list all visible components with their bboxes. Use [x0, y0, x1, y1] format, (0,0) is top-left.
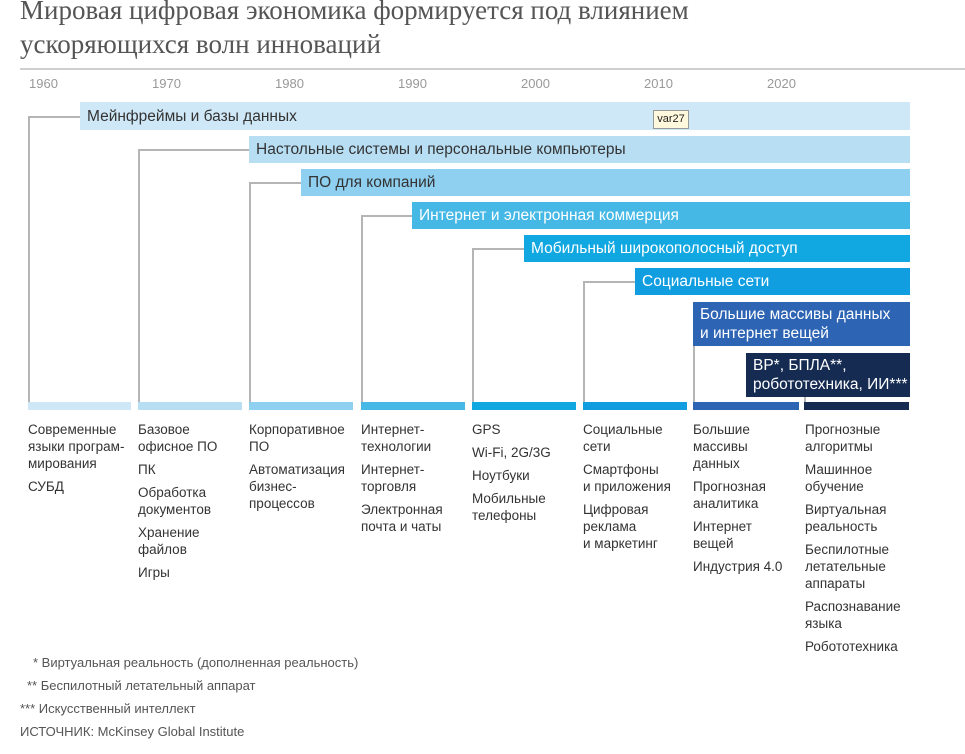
era-item: Виртуальная реальность — [805, 502, 887, 534]
era-item: Интернет- торговля — [361, 462, 425, 494]
connector-line — [249, 182, 304, 406]
timeline-segment — [138, 402, 242, 410]
era-item: Автоматизация бизнес- процессов — [249, 462, 345, 511]
connector-line — [28, 116, 83, 406]
connector-line — [138, 149, 252, 406]
era-item: Беспилотные летательные аппараты — [805, 542, 890, 591]
wave-band-vr-uav-robotics-ai: ВР*, БПЛА**, робототехника, ИИ*** — [746, 353, 910, 397]
timeline-segment — [472, 402, 576, 410]
timeline-segment — [361, 402, 465, 410]
wave-band-internet-ecommerce: Интернет и электронная коммерция — [412, 202, 910, 229]
era-item: Мобильные телефоны — [472, 491, 546, 523]
era-items-column — [583, 421, 671, 558]
era-item: Обработка документов — [138, 485, 211, 517]
wave-band-desktop-pc: Настольные системы и персональные компьютеры — [249, 136, 910, 163]
wave-band-mobile-broadband: Мобильный широкополосный доступ — [524, 235, 910, 262]
year-label: 2000 — [521, 76, 550, 91]
era-items-column — [805, 421, 901, 661]
footnote-vr: * Виртуальная реальность (дополненная реальность) — [33, 655, 359, 670]
timeline-segment — [693, 402, 799, 410]
era-item: GPS — [472, 422, 501, 437]
era-item: Прогнозные алгоритмы — [805, 422, 881, 454]
wave-band-big-data-iot: Большие массивы данных и интернет вещей — [693, 302, 910, 346]
wave-band-mainframes: Мейнфреймы и базы данных — [80, 102, 910, 130]
connector-line — [361, 215, 414, 406]
year-label: 1990 — [398, 76, 427, 91]
footnote-uav: ** Беспилотный летательный аппарат — [27, 678, 256, 693]
era-item: ПК — [138, 462, 156, 477]
header-divider — [20, 68, 965, 70]
era-item: Электронная почта и чаты — [361, 502, 443, 534]
connector-line — [583, 281, 637, 406]
year-label: 1980 — [275, 76, 304, 91]
timeline-segment — [583, 402, 687, 410]
era-item: СУБД — [28, 479, 64, 494]
era-item: Машинное обучение — [805, 462, 873, 494]
connector-line — [693, 345, 696, 404]
era-item: Wi-Fi, 2G/3G — [472, 445, 551, 460]
footnote-ai: *** Искусственный интеллект — [20, 701, 196, 716]
wave-band-enterprise-software: ПО для компаний — [301, 169, 910, 196]
year-label: 1960 — [29, 76, 58, 91]
era-item: Игры — [138, 565, 170, 580]
era-item: Социальные сети — [583, 422, 663, 454]
era-item: Корпоративное ПО — [249, 422, 345, 454]
era-item: Большие массивы данных — [693, 422, 750, 471]
era-item: Ноутбуки — [472, 468, 530, 483]
era-item: Хранение файлов — [138, 525, 200, 557]
wave-band-social-networks: Социальные сети — [635, 268, 910, 295]
era-item: Смартфоны и приложения — [583, 462, 671, 494]
era-items-column — [28, 421, 124, 501]
chart-title-line-1: Мировая цифровая экономика формируется под влиянием — [20, 0, 689, 25]
year-label: 2020 — [767, 76, 796, 91]
era-item: Индустрия 4.0 — [693, 559, 783, 574]
era-items-column — [472, 421, 551, 530]
era-item: Интернет вещей — [693, 519, 752, 551]
era-items-column — [361, 421, 443, 541]
year-label: 2010 — [644, 76, 673, 91]
era-items-column — [693, 421, 782, 581]
era-item: Робототехника — [805, 639, 898, 654]
era-items-column — [138, 421, 217, 587]
timeline-segment — [249, 402, 353, 410]
timeline-segment — [28, 402, 131, 410]
chart-title-line-2: ускоряющихся волн инноваций — [20, 29, 381, 59]
era-item: Базовое офисное ПО — [138, 422, 218, 454]
variant-badge: var27 — [653, 110, 689, 129]
source-note: ИСТОЧНИК: McKinsey Global Institute — [20, 724, 245, 739]
era-items-column — [249, 421, 345, 518]
timeline-segment — [804, 402, 909, 410]
era-item: Цифровая реклама и маркетинг — [583, 502, 658, 551]
year-label: 1970 — [152, 76, 181, 91]
era-item: Современные языки програм- мирования — [28, 422, 125, 471]
connector-line — [472, 248, 526, 406]
era-item: Интернет- технологии — [361, 422, 432, 454]
era-item: Прогнозная аналитика — [693, 479, 766, 511]
era-item: Распознавание языка — [805, 599, 901, 631]
